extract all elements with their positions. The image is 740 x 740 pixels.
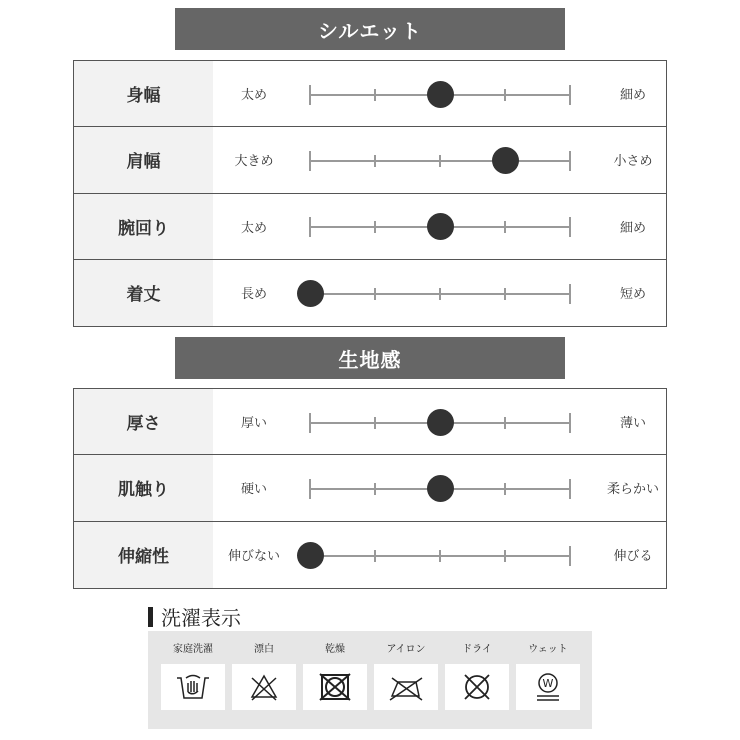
scale-tick [309, 85, 311, 105]
laundry-label: ウェット [528, 644, 568, 655]
scale-tick [374, 288, 376, 300]
laundry-item [374, 631, 438, 729]
scale-tick [504, 550, 506, 562]
scale-tick [504, 288, 506, 300]
scale-tick [569, 284, 571, 304]
laundry-panel [148, 631, 592, 729]
row-label: 厚さ [74, 389, 213, 454]
laundry-item [161, 631, 225, 729]
no-tumble-dry-icon [303, 664, 367, 710]
row-label: 腕回り [74, 194, 213, 259]
scale-tick [504, 417, 506, 429]
scale-indicator [427, 81, 454, 108]
scale-left-label: 太め [240, 88, 267, 104]
row-label: 肩幅 [74, 127, 213, 192]
scale-tick [439, 155, 441, 167]
scale-tick [374, 221, 376, 233]
scale-tick [374, 155, 376, 167]
laundry-label: 漂白 [254, 644, 274, 655]
laundry-label: 乾燥 [325, 644, 345, 655]
scale-track [310, 160, 570, 162]
scale-track [310, 94, 570, 96]
scale-left-label: 伸びない [227, 549, 280, 565]
fabric-header: 生地感 [175, 337, 565, 379]
scale-tick [569, 479, 571, 499]
table-row [74, 455, 666, 521]
laundry-item [516, 631, 580, 729]
scale-right-label: 短め [619, 287, 646, 303]
scale-tick [504, 89, 506, 101]
scale-indicator [492, 147, 519, 174]
scale-tick [569, 413, 571, 433]
scale-left-label: 硬い [240, 482, 267, 498]
scale-track [310, 422, 570, 424]
scale-right-label: 小さめ [613, 154, 653, 170]
silhouette-header: シルエット [175, 8, 565, 50]
scale-tick [504, 221, 506, 233]
row-label: 着丈 [74, 260, 213, 326]
laundry-label: アイロン [386, 644, 426, 655]
no-iron-icon [374, 664, 438, 710]
scale-tick [374, 417, 376, 429]
laundry-title [148, 602, 241, 631]
scale-track [310, 226, 570, 228]
scale-track [310, 555, 570, 557]
laundry-item [303, 631, 367, 729]
table-row [74, 194, 666, 260]
no-dry-clean-icon [445, 664, 509, 710]
scale-left-label: 太め [240, 220, 267, 236]
scale-left-label: 長め [240, 287, 267, 303]
scale-right-label: 柔らかい [606, 482, 659, 498]
scale-track [310, 293, 570, 295]
laundry-item [445, 631, 509, 729]
laundry-label: ドライ [462, 644, 492, 655]
wet-clean-icon [516, 664, 580, 710]
row-label: 身幅 [74, 61, 213, 126]
row-label: 肌触り [74, 455, 213, 520]
scale-tick [374, 89, 376, 101]
laundry-label: 家庭洗濯 [173, 644, 213, 655]
scale-tick [569, 217, 571, 237]
scale-right-label: 伸びる [613, 549, 653, 565]
scale-tick [309, 217, 311, 237]
table-row [74, 61, 666, 127]
laundry-item [232, 631, 296, 729]
title-bar [148, 607, 153, 627]
hand-wash-icon [161, 664, 225, 710]
silhouette-table [73, 60, 667, 327]
table-row [74, 260, 666, 326]
scale-indicator [297, 280, 324, 307]
scale-tick [309, 151, 311, 171]
scale-left-label: 厚い [240, 416, 267, 432]
scale-tick [309, 413, 311, 433]
scale-tick [439, 288, 441, 300]
scale-tick [569, 546, 571, 566]
scale-track [310, 488, 570, 490]
scale-right-label: 細め [619, 88, 646, 104]
scale-tick [374, 550, 376, 562]
table-row [74, 389, 666, 455]
scale-indicator [427, 409, 454, 436]
scale-tick [569, 85, 571, 105]
scale-tick [504, 483, 506, 495]
fabric-table [73, 388, 667, 589]
svg-text:W: W [542, 677, 554, 690]
scale-left-label: 大きめ [234, 154, 274, 170]
scale-tick [439, 550, 441, 562]
table-row [74, 127, 666, 193]
laundry-title-text: 洗濯表示 [161, 606, 241, 630]
scale-right-label: 細め [619, 220, 646, 236]
scale-tick [309, 479, 311, 499]
table-row [74, 522, 666, 588]
no-bleach-icon [232, 664, 296, 710]
scale-tick [374, 483, 376, 495]
scale-tick [569, 151, 571, 171]
scale-right-label: 薄い [619, 416, 646, 432]
scale-indicator [297, 542, 324, 569]
scale-indicator [427, 475, 454, 502]
row-label: 伸縮性 [74, 522, 213, 588]
scale-indicator [427, 213, 454, 240]
